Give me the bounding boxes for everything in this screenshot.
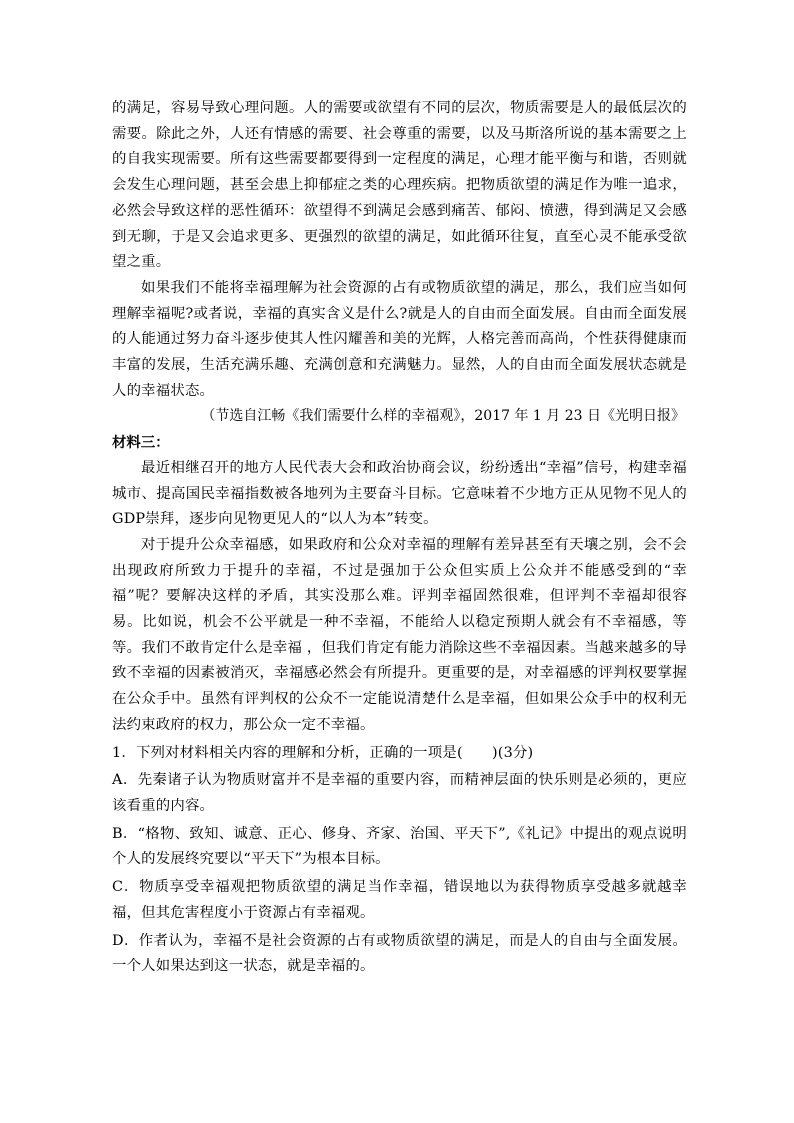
document-page [112,96,687,980]
material-3-paragraph-1: 最近相继召开的地方人民代表大会和政治协商会议，纷纷透出“幸福”信号，构建幸福城市、提高国民幸福指数被各地列为主要奋斗目标。它意味着不少地方正从见物不见人的GDP崇拜，逐步向见物更见人的“以人为本”转变。 [112,459,687,528]
question-1-option-b: B．“格物、致知、诚意、正心、修身、齐家、治国、平天下”,《礼记》中提出的观点说明个人的发展终究要以“平天下”为根本目标。 [112,825,687,868]
passage-paragraph-1: 的满足，容易导致心理问题。人的需要或欲望有不同的层次，物质需要是人的最低层次的需要。除此之外，人还有情感的需要、社会尊重的需要，以及马斯洛所说的基本需要之上的自我实现需要。所有这些需要都要得到一定程度的满足，心理才能平衡与和谐，否则就会发生心理问题，甚至会患上抑郁症之类的心理疾病。把物质欲望的满足作为唯一追求，必然会导致这样的恶性循环：欲望得不到满足会感到痛苦、郁闷、愤懑，得到满足又会感到无聊，于是又会追求更多、更强烈的欲望的满足，如此循环往复，直至心灵不能承受欲望之重。 [112,100,687,271]
question-1-stem: 1．下列对材料相关内容的理解和分析，正确的一项是( )(3分) [112,744,534,761]
material-3-heading: 材料三： [112,434,170,452]
question-1-option-c: C．物质享受幸福观把物质欲望的满足当作幸福，错误地以为获得物质享受越多就越幸福，但其危害程度小于资源占有幸福观。 [112,879,687,921]
source-citation: （节选自江畅《我们需要什么样的幸福观》，2017 年 1 月 23 日《光明日报》 [201,408,685,425]
material-3-paragraph-2: 对于提升公众幸福感，如果政府和公众对幸福的理解有差异甚至有天壤之别，会不会出现政府所致力于提升的幸福，不过是强加于公众但实质上公众并不能感受到的“幸福”呢？要解决这样的矛盾，其实没那么难。评判幸福固然很难，但评判不幸福却很容易。比如说，机会不公平就是一种不幸福，不能给人以稳定预期人就会有不幸福感，等等。我们不敢肯定什么是幸福 ，但我们肯定有能力消除这些不幸福因素。当越来越多的导致不幸福的因素被消灭，幸福感必然会有所提升。更重要的是，对幸福感的评判权要掌握在公众手中。虽然有评判权的公众不一定能说清楚什么是幸福，但如果公众手中的权利无法约束政府的权力，那公众一定不幸福。 [112,536,687,733]
question-1-option-a: A．先秦诸子认为物质财富并不是幸福的重要内容，而精神层面的快乐则是必须的，更应该看重的内容。 [112,772,687,814]
passage-paragraph-2: 如果我们不能将幸福理解为社会资源的占有或物质欲望的满足，那么，我们应当如何理解幸福呢?或者说，幸福的真实含义是什么?就是人的自由而全面发展。自由而全面发展的人能通过努力奋斗逐步使其人性闪耀善和美的光辉，人格完善而高尚，个性获得健康而丰富的发展，生活充满乐趣、充满创意和充满魅力。显然，人的自由而全面发展状态就是人的幸福状态。 [112,279,687,399]
question-1-option-d: D．作者认为，幸福不是社会资源的占有或物质欲望的满足，而是人的自由与全面发展。一个人如果达到这一状态，就是幸福的。 [112,932,687,975]
